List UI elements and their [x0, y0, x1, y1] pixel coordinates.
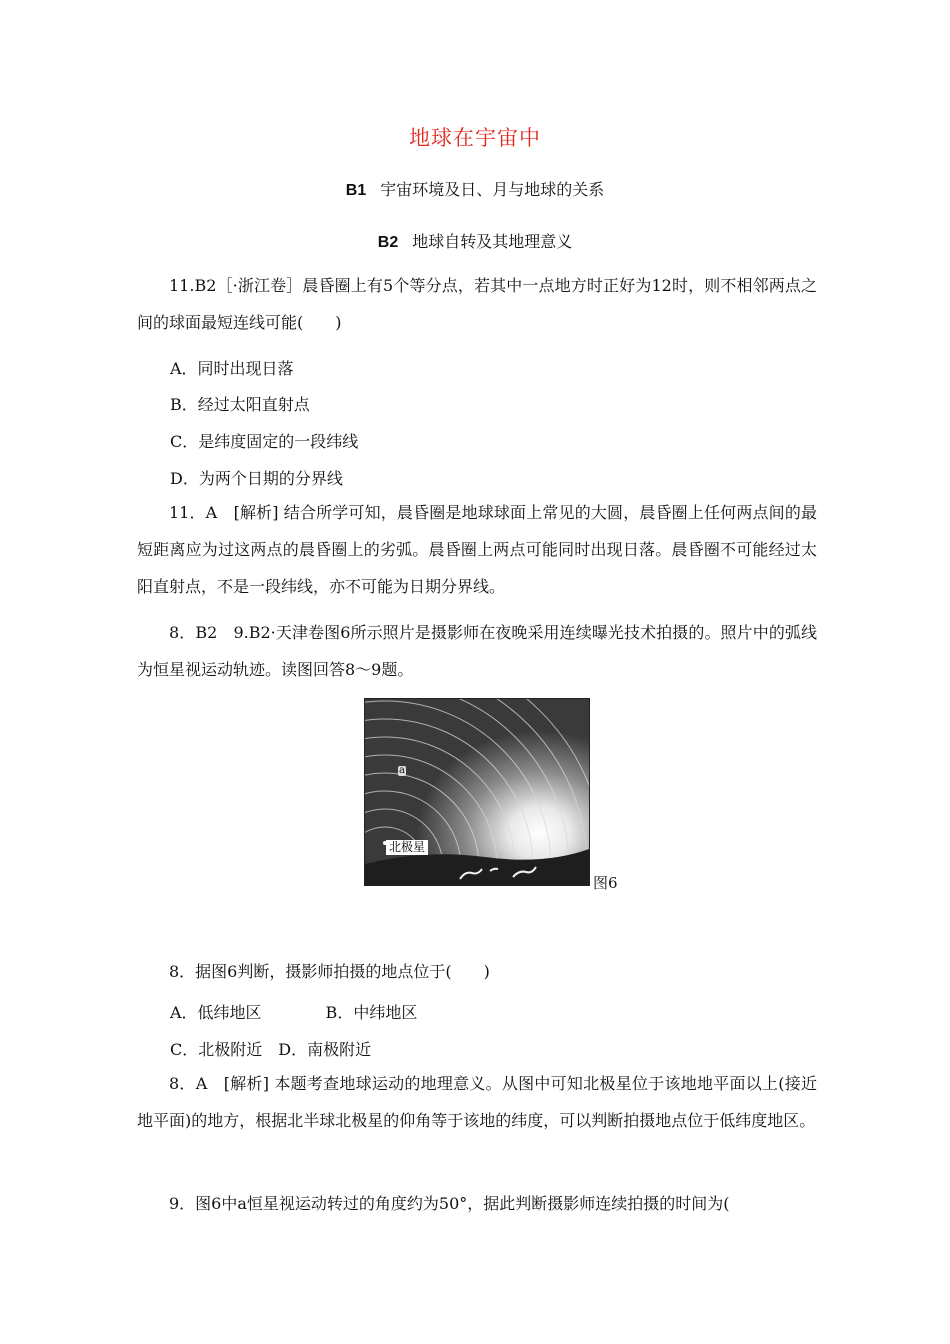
section-text: 地球自转及其地理意义 — [412, 232, 573, 251]
q11-option-b: B．经过太阳直射点 — [170, 395, 310, 414]
section-text: 宇宙环境及日、月与地球的关系 — [380, 180, 605, 199]
q11-option-d: D．为两个日期的分界线 — [170, 469, 343, 488]
question-11-answer: 11．A [解析] 结合所学可知，晨昏圈是地球球面上常见的大圆，晨昏圈上任何两点间的最短距离应为过这两点的晨昏圈上的劣弧。晨昏圈上两点可能同时出现日落。晨昏圈不可能经过太阳直射点，不是一段纬线，亦不可能为日期分界线。 — [137, 503, 817, 596]
question-8-stem: 8．据图6判断，摄影师拍摄的地点位于( ) — [169, 962, 490, 981]
section-code: B2 — [377, 234, 399, 251]
polaris-label: 北极星 — [386, 840, 428, 855]
page-title: 地球在宇宙中 — [409, 126, 541, 150]
star-trail-photo — [364, 698, 590, 886]
star-trail-image — [365, 699, 589, 885]
q8-options-ab: A．低纬地区 B．中纬地区 — [170, 1003, 418, 1022]
figure-caption: 图6 — [593, 874, 618, 892]
question-11-stem: 11.B2［·浙江卷］晨昏圈上有5个等分点，若其中一点地方时正好为12时，则不相邻两点之间的球面最短连线可能( ) — [137, 276, 817, 332]
section-code: B1 — [345, 182, 367, 199]
section-heading-b2 — [0, 229, 950, 252]
section-heading-b1 — [0, 177, 950, 200]
q8-options-cd: C．北极附近 D．南极附近 — [170, 1040, 372, 1059]
question-8-answer: 8．A [解析] 本题考查地球运动的地理意义。从图中可知北极星位于该地地平面以上(接近地平面)的地方，根据北半球北极星的仰角等于该地的纬度，可以判断拍摄地点位于低纬度地区。 — [137, 1074, 817, 1130]
question-9-stem: 9．图6中a恒星视运动转过的角度约为50°，据此判断摄影师连续拍摄的时间为( — [169, 1194, 730, 1213]
q11-option-a: A．同时出现日落 — [170, 359, 294, 378]
intro-8-9: 8．B2 9.B2·天津卷图6所示照片是摄影师在夜晚采用连续曝光技术拍摄的。照片中的弧线为恒星视运动轨迹。读图回答8～9题。 — [137, 623, 817, 679]
q11-option-c: C．是纬度固定的一段纬线 — [170, 432, 359, 451]
star-a-label: a — [399, 765, 405, 776]
